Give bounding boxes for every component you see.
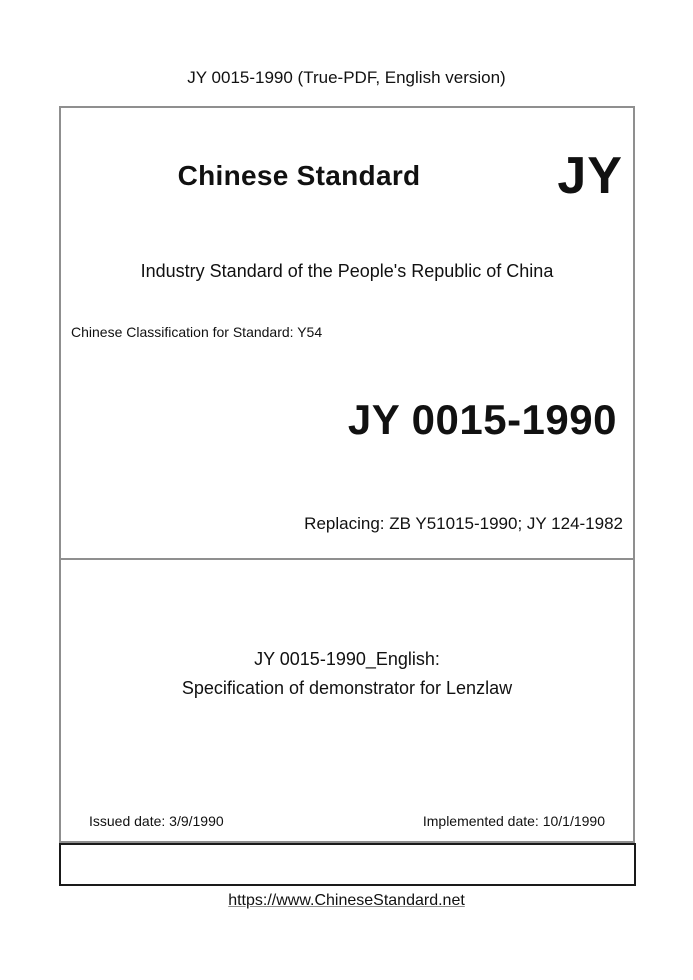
standard-number: JY 0015-1990 — [347, 396, 617, 443]
english-title-line1: JY 0015-1990_English: — [254, 649, 440, 669]
english-title-block — [61, 645, 633, 703]
english-title-line2: Specification of demonstrator for Lenzlaw — [181, 678, 513, 698]
classification-line: Chinese Classification for Standard: Y54 — [71, 324, 323, 340]
section-divider — [61, 558, 633, 560]
brand-title: Chinese Standard — [177, 160, 421, 191]
org-line: Industry Standard of the People's Republic of China — [140, 261, 554, 281]
brand-code-logo: JY — [557, 147, 623, 205]
issued-date: Issued date: 3/9/1990 — [89, 813, 224, 829]
document-header-title: JY 0015-1990 (True-PDF, English version) — [187, 68, 506, 87]
dates-row — [89, 813, 605, 829]
replacing-line: Replacing: ZB Y51015-1990; JY 124-1982 — [304, 514, 623, 533]
footer-link[interactable]: https://www.ChineseStandard.net — [228, 892, 465, 909]
implemented-date: Implemented date: 10/1/1990 — [422, 813, 605, 829]
footer-link-wrap — [0, 892, 693, 910]
cover-box — [59, 106, 635, 843]
empty-footer-box — [59, 843, 636, 886]
